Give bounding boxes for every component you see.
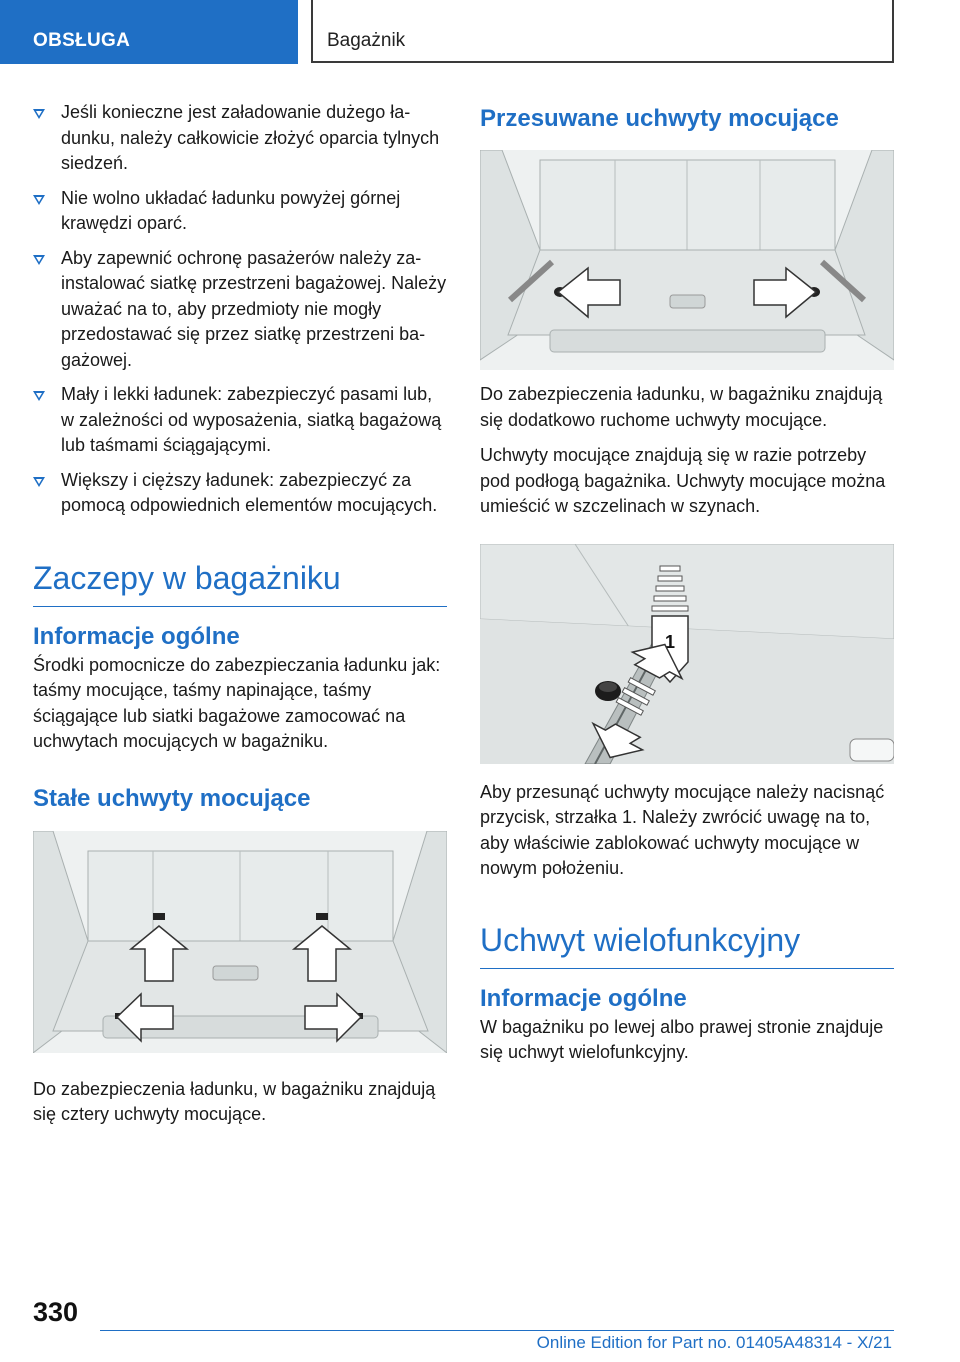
triangle-bullet-icon xyxy=(33,109,45,119)
fixed-anchors-paragraph: Do zabezpieczenia ładunku, w bagażniku znajdują się cztery uchwyty mocujące. xyxy=(33,1078,436,1124)
header-chapter-label: Bagażnik xyxy=(327,30,406,51)
sliding-anchors-illustration xyxy=(480,150,894,370)
fixed-anchors-title: Stałe uchwyty mocujące xyxy=(33,784,311,812)
triangle-bullet-icon xyxy=(33,255,45,265)
list-item-text: Aby zapewnić ochronę pasażerów należy zainstalować siatkę przestrzeni bagażowej. Należy uważać na to, aby przedmioty nie mogły przedostawać się przez siatkę przestrzeni bagażowej. xyxy=(61,247,447,370)
callout-number: 1 xyxy=(664,631,676,652)
header-section-label: OBSŁUGA xyxy=(33,30,131,51)
multifunction-holder-title: Uchwyt wielofunkcyjny xyxy=(480,920,894,969)
list-item-text: Mały i lekki ładunek: zabezpieczyć pasami lub, w zależności od wyposażenia, siatką bagażową lub taśmami ściągającymi. xyxy=(61,384,442,455)
multifunction-paragraph: W bagażniku po lewej albo prawej stronie znajduje się uchwyt wielofunkcyjny. xyxy=(480,1016,884,1062)
list-item xyxy=(33,468,447,519)
sliding-anchors-title: Przesuwane uchwyty mocujące xyxy=(480,105,839,132)
right-column xyxy=(480,100,894,1076)
subsection-title: Informacje ogólne xyxy=(33,622,240,650)
info-paragraph: Środki pomocnicze do zabezpieczania ładunku jak: taśmy mocujące, taśmy napinające, taśmy ściągające lub siatki bagażowe zamocować na uchwytach mocujących w bagażniku. xyxy=(33,654,441,751)
edition-label: Online Edition for Part no. 01405A48314 - X/21 xyxy=(536,1333,892,1352)
left-column xyxy=(33,100,447,1138)
header-section-tab xyxy=(0,0,298,64)
list-item-text: Większy i cięższy ładunek: zabezpieczyć za pomocą odpowiednich elementów mocujących. xyxy=(61,469,438,515)
list-item-text: Nie wolno układać ładunku powyżej górnej krawędzi oparć. xyxy=(61,187,401,233)
list-item xyxy=(33,100,447,177)
list-item-text: Jeśli konieczne jest załadowanie dużego ładunku, należy całkowicie złożyć oparcia tylnych siedzeń. xyxy=(61,102,440,173)
section-title: Zaczepy w bagażniku xyxy=(33,558,447,607)
sliding-anchors-paragraph-1: Do zabezpieczenia ładunku, w bagażniku znajdują się dodatkowo ruchome uchwyty mocujące. xyxy=(480,384,883,430)
triangle-bullet-icon xyxy=(33,391,45,401)
rail-anchor-illustration xyxy=(480,544,894,764)
list-item xyxy=(33,382,447,459)
warning-list xyxy=(33,100,447,519)
header-chapter-box xyxy=(311,0,894,63)
rail-anchor-paragraph: Aby przesunąć uchwyty mocujące należy nacisnąć przycisk, strzałka 1. Należy zwrócić uwagę na to, aby właściwie zablokować uchwyty mocujące w nowym położeniu. xyxy=(480,781,885,878)
triangle-bullet-icon xyxy=(33,195,45,205)
triangle-bullet-icon xyxy=(33,477,45,487)
multifunction-info-title: Informacje ogólne xyxy=(480,984,687,1012)
list-item xyxy=(33,246,447,374)
footer-divider xyxy=(100,1330,894,1331)
page-number: 330 xyxy=(33,1297,79,1327)
fixed-anchors-illustration xyxy=(33,831,447,1053)
list-item xyxy=(33,186,447,237)
sliding-anchors-paragraph-2: Uchwyty mocujące znajdują się w razie potrzeby pod podłogą bagażnika. Uchwyty mocujące można umieścić w szczelinach w szynach. xyxy=(480,445,886,516)
